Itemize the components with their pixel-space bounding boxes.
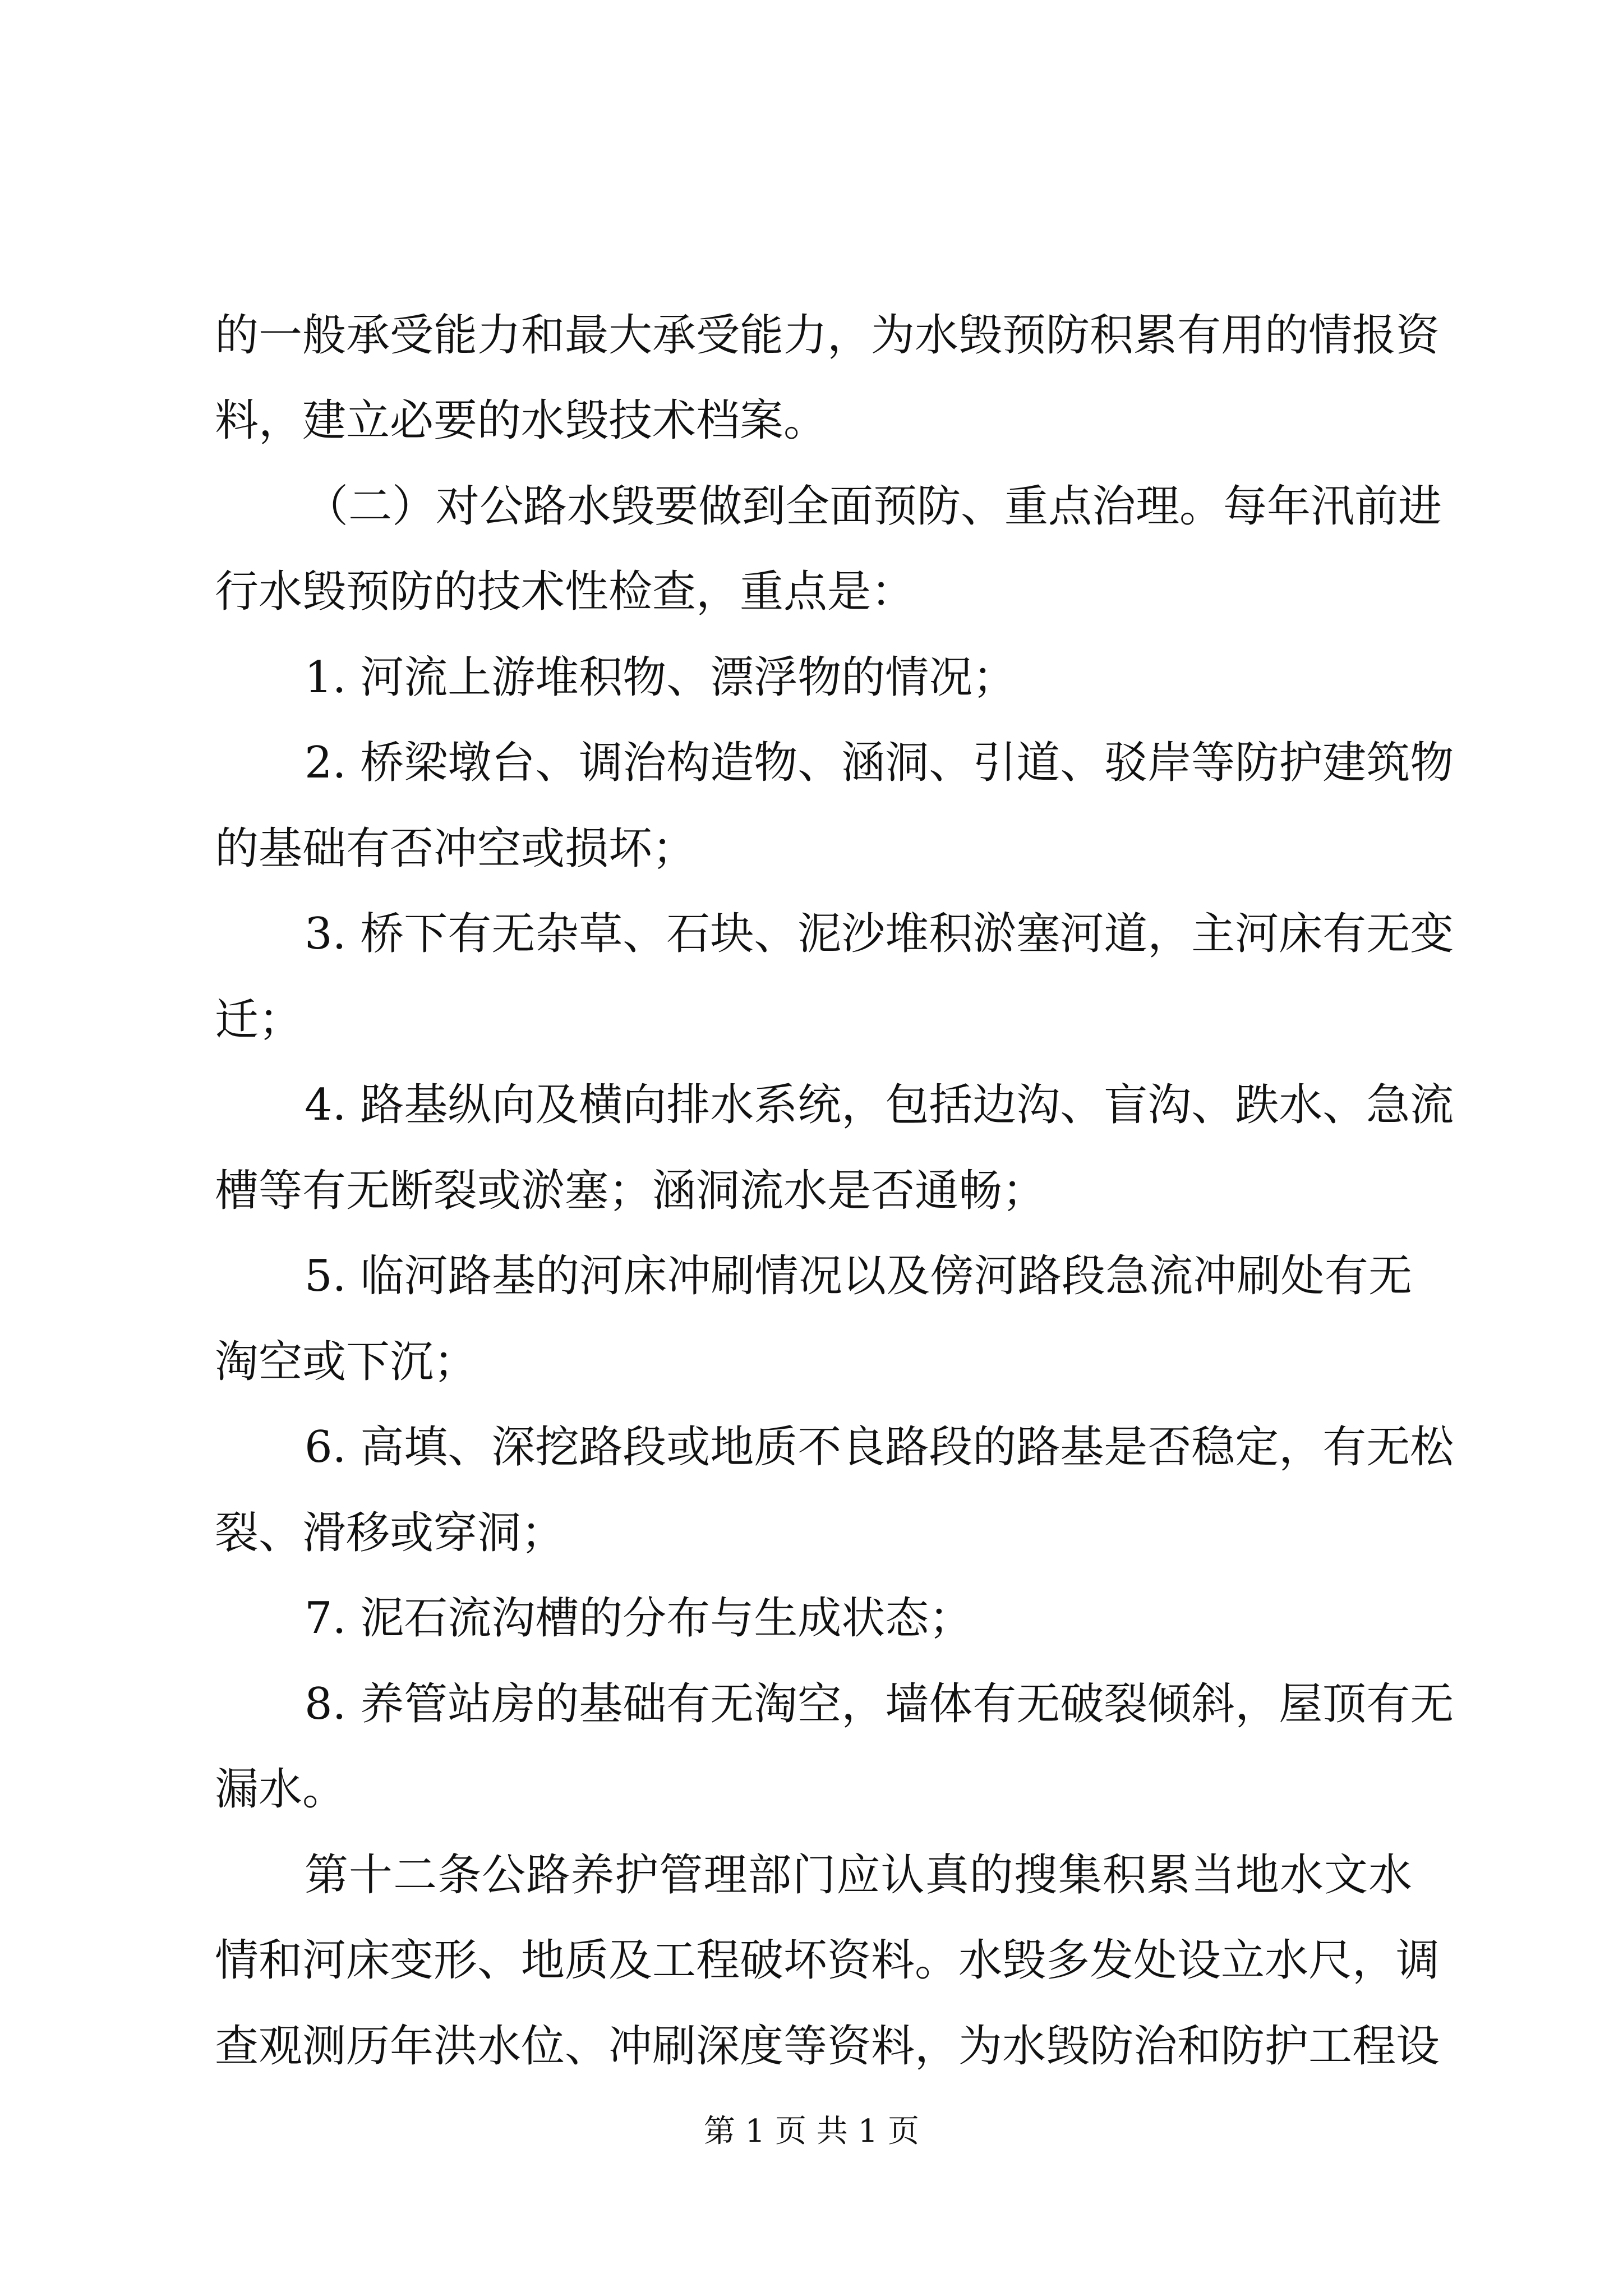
text-line: 2. 桥梁墩台、调治构造物、涵洞、引道、驳岸等防护建筑物	[305, 738, 1454, 788]
text-line: 裂、滑移或穿洞；	[215, 1508, 565, 1558]
text-line: 的基础有否冲空或损坏；	[215, 823, 697, 874]
text-line: 第十二条公路养护管理部门应认真的搜集积累当地水文水	[305, 1850, 1412, 1901]
text-line: 查观测历年洪水位、冲刷深度等资料，为水毁防治和防护工程设	[215, 2021, 1440, 2072]
text-line: 7. 泥石流沟槽的分布与生成状态；	[305, 1593, 973, 1644]
text-line: 淘空或下沉；	[215, 1337, 478, 1387]
text-line: 料，建立必要的水毁技术档案。	[215, 395, 828, 446]
text-line: （二）对公路水毁要做到全面预防、重点治理。每年汛前进	[305, 481, 1442, 532]
text-line: 8. 养管站房的基础有无淘空，墙体有无破裂倾斜，屋顶有无	[305, 1679, 1454, 1729]
text-line: 6. 高填、深挖路段或地质不良路段的路基是否稳定，有无松	[305, 1422, 1454, 1473]
text-line: 5. 临河路基的河床冲刷情况以及傍河路段急流冲刷处有无	[305, 1251, 1412, 1301]
text-line: 漏水。	[215, 1764, 347, 1815]
text-line: 的一般承受能力和最大承受能力，为水毁预防积累有用的情报资	[215, 310, 1440, 361]
text-line: 槽等有无断裂或淤塞；涵洞流水是否通畅；	[215, 1166, 1046, 1216]
text-line: 3. 桥下有无杂草、石块、泥沙堆积淤塞河道，主河床有无变	[305, 909, 1454, 959]
text-line: 4. 路基纵向及横向排水系统，包括边沟、盲沟、跌水、急流	[305, 1080, 1454, 1130]
page-footer: 第 1 页 共 1 页	[703, 2113, 920, 2150]
text-line: 1. 河流上游堆积物、漂浮物的情况；	[305, 652, 1017, 703]
text-line: 行水毁预防的技术性检查，重点是：	[215, 567, 915, 617]
text-line: 情和河床变形、地质及工程破坏资料。水毁多发处设立水尺，调	[215, 1935, 1440, 1986]
text-line: 迁；	[215, 995, 303, 1045]
